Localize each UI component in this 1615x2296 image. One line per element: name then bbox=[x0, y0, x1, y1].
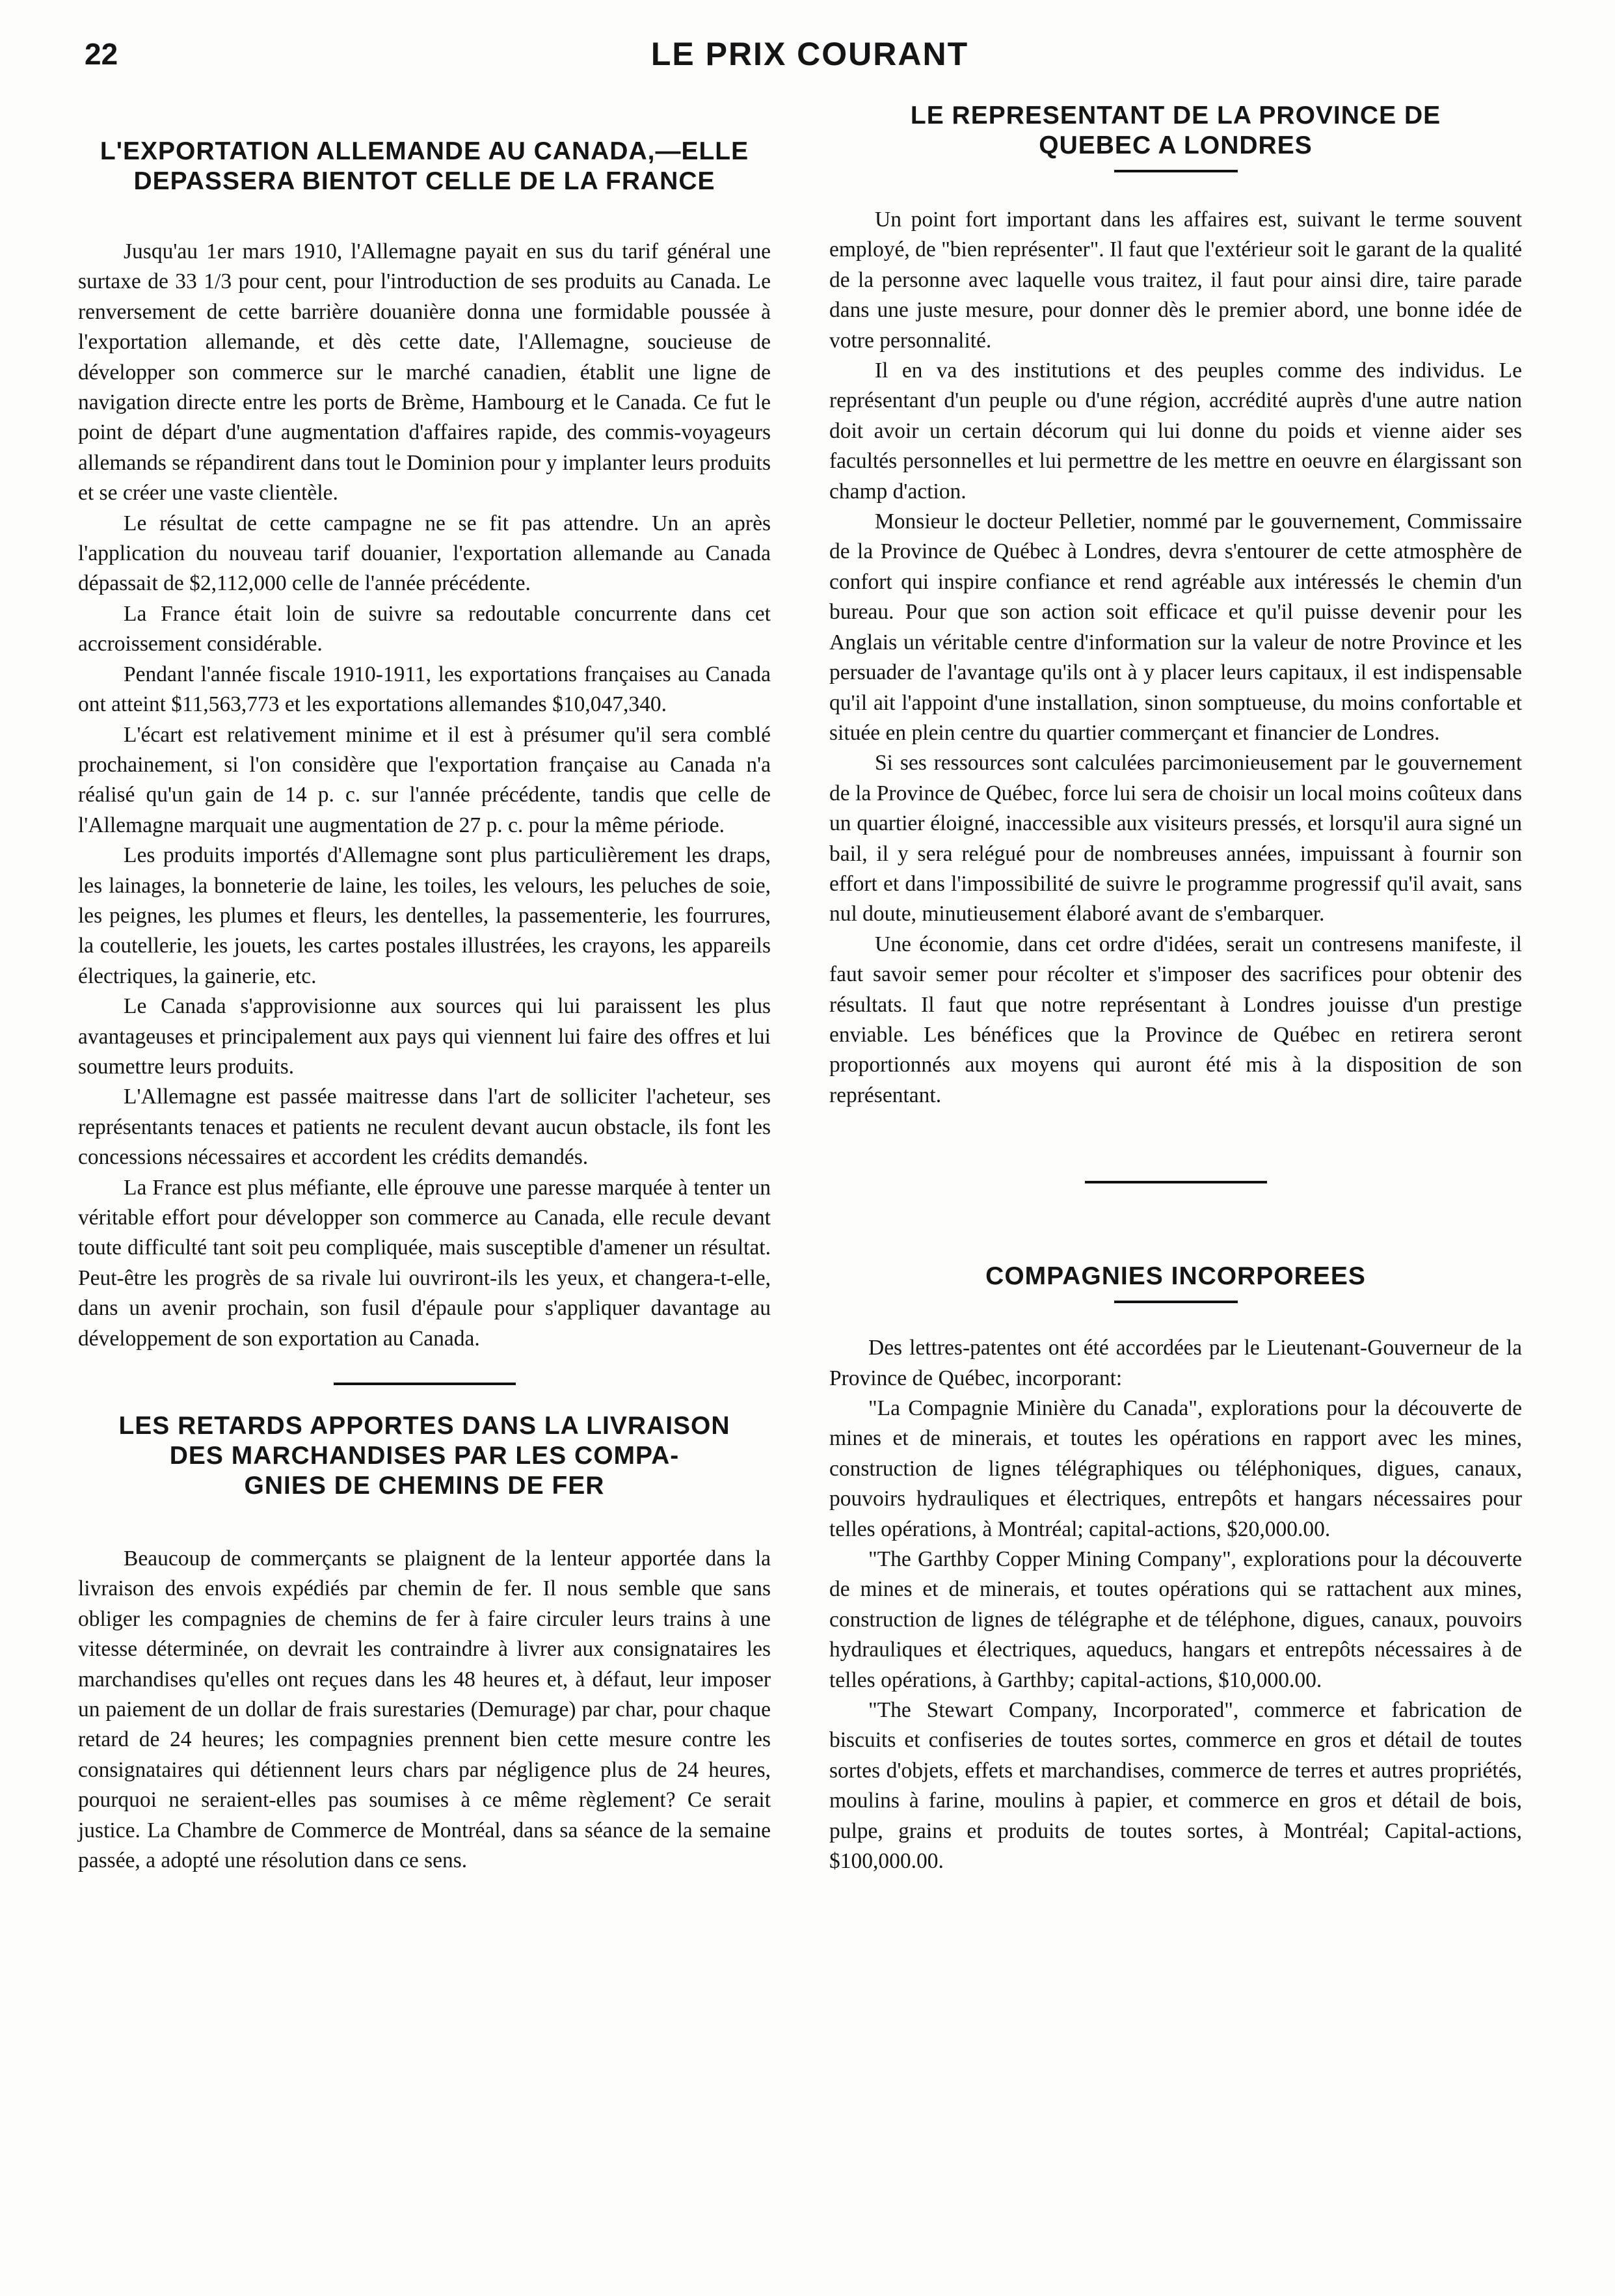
paragraph: Monsieur le docteur Pelletier, nommé par le gouvernement, Commissaire de la Province de Québec à Londres, devra s'entourer de cette atmosphère de confort qui inspire confiance et rend agréable aux intéressés le chemin d'un bureau. Pour que son action soit efficace et qu'il puisse devenir pour les Anglais un véritable centre d'information sur la valeur de notre Province et les persuader de l'avantage qu'ils ont à y placer leurs capitaux, il est indispensable qu'il ait l'appoint d'une installation, sinon somptueuse, du moins confortable et située en plein centre du quartier commerçant et financier de Londres. bbox=[829, 509, 1522, 745]
headline-line: DES MARCHANDISES PAR LES COMPA- bbox=[169, 1442, 680, 1470]
paragraph: Pendant l'année fiscale 1910-1911, les exportations françaises au Canada ont atteint $11,563,773 et les exportations allemandes $10,047,340. bbox=[78, 662, 771, 717]
section-divider bbox=[1085, 1181, 1267, 1183]
section-divider bbox=[334, 1383, 516, 1385]
paragraph: L'Allemagne est passée maitresse dans l'art de solliciter l'acheteur, ses représentants tenaces et patients ne reculent devant aucun obstacle, ils font les concessions nécessaires et accordent les crédits demandés. bbox=[78, 1085, 771, 1170]
paragraph: Une économie, dans cet ordre d'idées, serait un contresens manifeste, il faut savoir semer pour récolter et s'imposer des sacrifices pour obtenir des résultats. Il faut que notre représentant à Londres jouisse d'un prestige enviable. Les bénéfices que la Province de Québec en retirera seront proportionnés aux moyens qui auront été mis à la disposition de son représentant. bbox=[829, 932, 1522, 1107]
paragraph: "The Garthby Copper Mining Company", explorations pour la découverte de mines et de minerais, et toutes opérations qui se rattachent aux mines, construction de lignes de télégraphe et de téléphone, digues, canaux, pouvoirs hydrauliques et électriques, aqueducs, hangars et entrepôts nécessaires à de telles opérations, à Garthby; capital-actions, $10,000.00. bbox=[829, 1547, 1522, 1692]
page-header bbox=[78, 33, 1542, 78]
headline-line: QUEBEC A LONDRES bbox=[1039, 131, 1313, 159]
article-headline bbox=[829, 1262, 1522, 1291]
headline-line: GNIES DE CHEMINS DE FER bbox=[244, 1472, 605, 1500]
article-headline bbox=[78, 137, 771, 196]
paragraph: Si ses ressources sont calculées parcimonieusement par le gouvernement de la Province de Québec, force lui sera de choisir un local moins coûteux dans un quartier éloigné, inaccessible aux visiteurs pressés, et lorsqu'il aura signé un bail, il y sera relégué pour de nombreuses années, impuissant à fournir son effort et dans l'impossibilité de suivre le programme progressif qu'il avait, sans nul doute, minutieusement élaboré avant de s'embarquer. bbox=[829, 751, 1522, 926]
headline-line: L'EXPORTATION ALLEMANDE AU CANADA,—ELLE bbox=[100, 137, 749, 165]
paragraph: Le Canada s'approvisionne aux sources qui lui paraissent les plus avantageuses et principalement aux pays qui viennent lui faire des offres et lui soumettre leurs produits. bbox=[78, 994, 771, 1079]
article-headline bbox=[78, 1411, 771, 1501]
headline-line: COMPAGNIES INCORPOREES bbox=[985, 1262, 1366, 1291]
page-number: 22 bbox=[85, 37, 118, 71]
masthead-title: LE PRIX COURANT bbox=[650, 36, 969, 72]
article-body bbox=[78, 1544, 771, 1876]
left-column bbox=[78, 101, 771, 1876]
headline-line: LE REPRESENTANT DE LA PROVINCE DE bbox=[910, 101, 1441, 129]
paragraph: L'écart est relativement minime et il est à présumer qu'il sera comblé prochainement, si l'on considère que l'exportation française au Canada n'a réalisé qu'un gain de 14 p. c. sur l'année précédente, tandis que celle de l'Allemagne marquait une augmentation de 27 p. c. pour la même période. bbox=[78, 722, 771, 837]
paragraph: Les produits importés d'Allemagne sont plus particulièrement les draps, les lainages, la bonneterie de laine, les toiles, les velours, les peluches de soie, les peignes, les plumes et fleurs, les dentelles, la passementerie, les fourrures, la coutellerie, les jouets, les cartes postales illustrées, les crayons, les appareils électriques, la gainerie, etc. bbox=[78, 843, 771, 988]
paragraph: Des lettres-patentes ont été accordées par le Lieutenant-Gouverneur de la Province de Québec, incorporant: bbox=[829, 1336, 1522, 1390]
paragraph: Le résultat de cette campagne ne se fit pas attendre. Un an après l'application du nouveau tarif douanier, l'exportation allemande au Canada dépassait de $2,112,000 celle de l'année précédente. bbox=[78, 511, 771, 596]
paragraph: Un point fort important dans les affaires est, suivant le terme souvent employé, de "bien représenter". Il faut que l'extérieur soit le garant de la qualité de la personne avec laquelle vous traitez, il faut pour ainsi dire, taire parade dans une juste mesure, pour donner dès le premier abord, une bonne idée de votre personnalité. bbox=[829, 208, 1522, 353]
paragraph: Jusqu'au 1er mars 1910, l'Allemagne payait en sus du tarif général une surtaxe de 33 1/3 pour cent, pour l'introduction de ses produits au Canada. Le renversement de cette barrière douanière donna une formidable poussée à l'exportation allemande, et dès cette date, l'Allemagne, soucieuse de développer son commerce sur le marché canadien, établit une ligne de navigation directe entre les ports de Brème, Hambourg et le Canada. Ce fut le point de départ d'une augmentation d'affaires rapide, des commis-voyageurs allemands se répandirent dans tout le Dominion pour y implanter leurs produits et se créer une vaste clientèle. bbox=[78, 239, 771, 506]
article-exportation-allemande bbox=[78, 137, 771, 1354]
paragraph: La France est plus méfiante, elle éprouve une paresse marquée à tenter un véritable effort pour développer son commerce au Canada, elle recule devant toute difficulté tant soit peu compliquée, mais susceptible d'amener un résultat. Peut-être les progrès de sa rivale lui ouvriront-ils les yeux, et changera-t-elle, dans un avenir prochain, son fusil d'épaule pour s'appliquer davantage au développement de son exportation au Canada. bbox=[78, 1175, 771, 1351]
article-body bbox=[829, 1333, 1522, 1876]
paragraph: Il en va des institutions et des peuples comme des individus. Le représentant d'un peuple ou d'une région, accrédité auprès d'une autre nation doit avoir un certain décorum qui lui donne du poids et vienne aider ses facultés personnelles et lui permettre de les mettre en oeuvre en élargissant son champ d'action. bbox=[829, 358, 1522, 504]
headline-rule bbox=[1114, 170, 1238, 172]
headline-rule bbox=[1114, 1301, 1238, 1303]
headline-line: DEPASSERA BIENTOT CELLE DE LA FRANCE bbox=[133, 167, 715, 195]
paragraph: Beaucoup de commerçants se plaignent de la lenteur apportée dans la livraison des envois expédiés par chemin de fer. Il nous semble que sans obliger les compagnies de chemins de fer à faire circuler leurs trains à une vitesse déterminée, on devrait les contraindre à livrer aux consignataires les marchandises qu'elles ont reçues dans les 48 heures et, à défaut, leur imposer un paiement de un dollar de frais surestaries (Demurage) par char, pour chaque retard de 24 heures; les compagnies prennent bien cette mesure contre les consignataires qui détiennent leurs chars par négligence plus de 24 heures, pourquoi ne seraient-elles pas soumises à ce même règlement? Ce serait justice. La Chambre de Commerce de Montréal, dans sa séance de la semaine passée, a adopté une résolution dans ce sens. bbox=[78, 1546, 771, 1873]
article-compagnies-incorporees bbox=[829, 1262, 1522, 1876]
paragraph: "The Stewart Company, Incorporated", commerce et fabrication de biscuits et confiseries de toutes sortes, commerce en gros et détail de toutes sortes d'objets, effets et marchandises, commerce de terres et autres propriétés, moulins à farine, moulins à papier, et commerce en gros et détail de bois, pulpe, grains et produits de toutes sortes, à Montréal; Capital-actions, $100,000.00. bbox=[829, 1698, 1522, 1874]
article-representant-quebec bbox=[829, 101, 1522, 1111]
paragraph: "La Compagnie Minière du Canada", explorations pour la découverte de mines et de minerais, et toutes les opérations en rapport avec les mines, construction de lignes télégraphiques ou téléphoniques, digues, canaux, pouvoirs hydrauliques et électriques, entrepôts et hangars nécessaires pour telles opérations, à Montréal; capital-actions, $20,000.00. bbox=[829, 1396, 1522, 1541]
paragraph: La France était loin de suivre sa redoutable concurrente dans cet accroissement considérable. bbox=[78, 601, 771, 656]
right-column bbox=[829, 101, 1522, 1877]
headline-line: LES RETARDS APPORTES DANS LA LIVRAISON bbox=[118, 1412, 730, 1440]
article-headline bbox=[829, 101, 1522, 161]
article-retards-livraison bbox=[78, 1411, 771, 1876]
article-body bbox=[829, 205, 1522, 1111]
article-body bbox=[78, 237, 771, 1354]
